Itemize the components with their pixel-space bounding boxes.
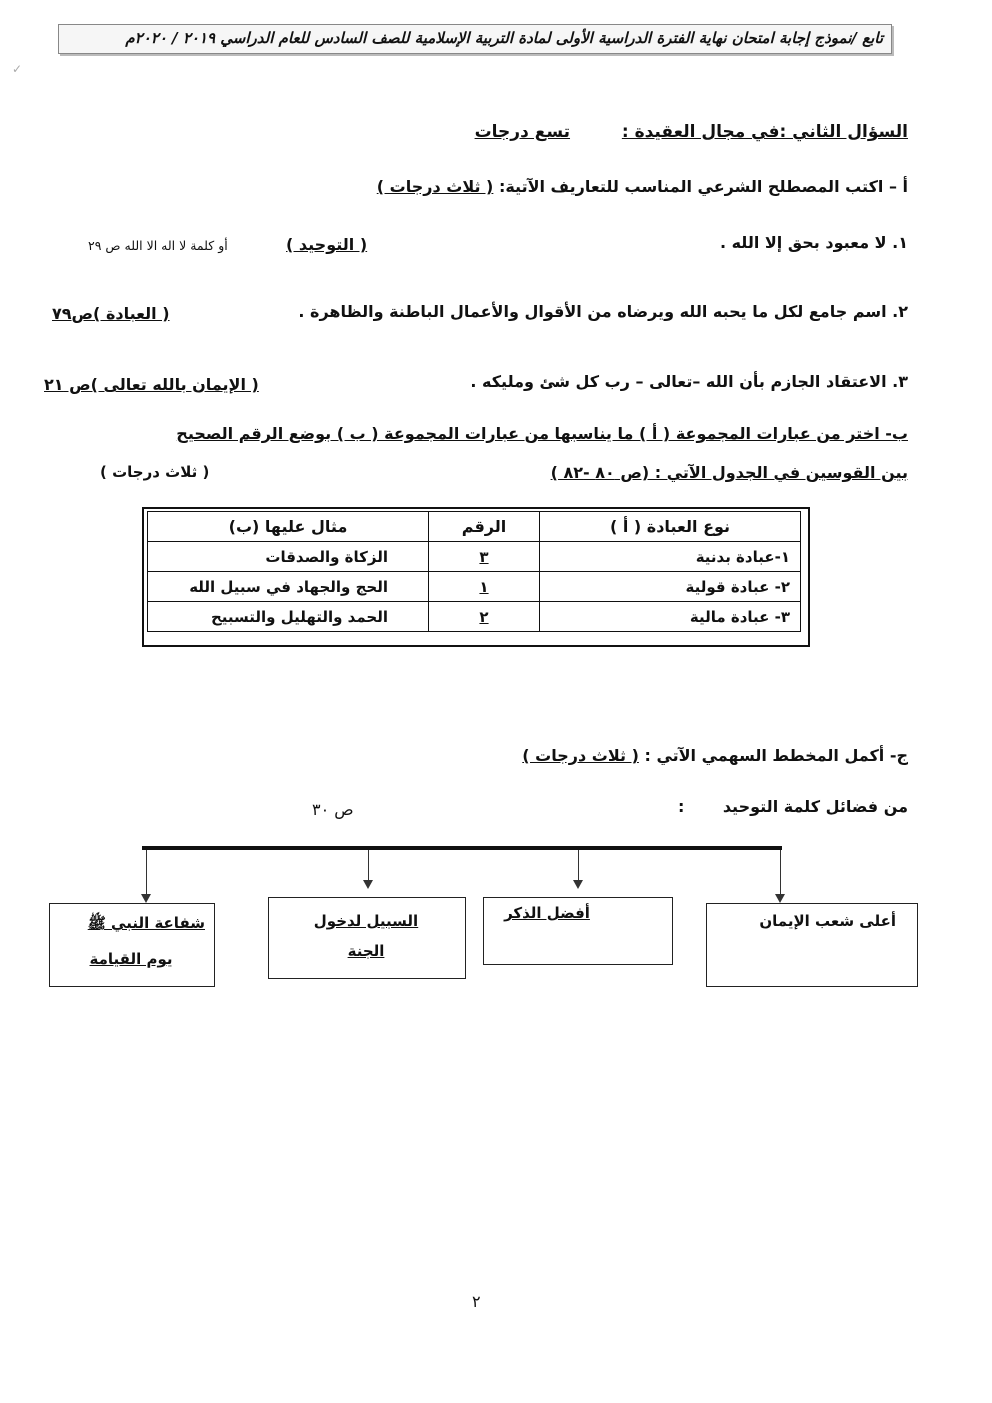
arrow-head-4: [141, 894, 151, 903]
part-b-line-2: بين القوسين في الجدول الآتي : (ص ٨٠ -٨٢ ): [550, 463, 908, 482]
diagram-box-4-line-1: شفاعة النبي ﷺ: [87, 914, 205, 932]
definition-3: [470, 372, 908, 391]
diagram-root-label: من فضائل كلمة التوحيد: [722, 797, 908, 816]
definition-1-text: لا معبود بحق إلا الله .: [719, 233, 887, 252]
table-row: [148, 542, 801, 572]
header-box: [58, 24, 892, 54]
arrow-line-4: [146, 850, 147, 894]
page-number: ٢: [472, 1292, 481, 1311]
row-3-number: ٢: [479, 607, 489, 626]
arrow-line-3: [368, 850, 369, 880]
row-2-example: الحج والجهاد في سبيل الله: [148, 572, 429, 602]
row-3-example: الحمد والتهليل والتسبيح: [148, 602, 429, 632]
definition-2-text: اسم جامع لكل ما يحبه الله ويرضاه من الأقوال والأعمال الباطنة والظاهرة .: [298, 302, 887, 321]
definition-1-number: ١.: [892, 233, 908, 252]
definition-3-number: ٣.: [892, 372, 908, 391]
arrow-line-1: [780, 850, 781, 894]
part-c-instruction-text: ج- أكمل المخطط السهمي الآتي :: [644, 746, 908, 765]
header-number: الرقم: [429, 512, 540, 542]
arrow-line-2: [578, 850, 579, 880]
pen-mark: ✓: [12, 62, 23, 76]
part-c-instruction: [522, 746, 908, 765]
row-2-number: ١: [479, 577, 489, 596]
diagram-horizontal-line: [142, 846, 782, 850]
diagram-root-colon: :: [678, 797, 685, 816]
table-header-row: [148, 512, 801, 542]
definition-1: [720, 233, 908, 252]
diagram-box-3-line-1: السبيل لدخول: [313, 912, 419, 930]
row-1-type: ١-عبادة بدنية: [540, 542, 801, 572]
row-1-number: ٣: [479, 547, 489, 566]
row-1-example: الزكاة والصدقات: [148, 542, 429, 572]
definition-2-number: ٢.: [892, 302, 908, 321]
part-b-line-1: ب- اختر من عبارات المجموعة ( أ ) ما يناسبها من عبارات المجموعة ( ب ) بوضع الرقم الصحيح: [176, 424, 908, 443]
row-2-type: ٢- عبادة قولية: [540, 572, 801, 602]
diagram-box-2-text: أفضل الذكر: [504, 904, 590, 922]
header-title: تابع /نموذج إجابة امتحان نهاية الفترة الدراسية الأولى لمادة التربية الإسلامية للصف السادس للعام الدراسي ٢٠١٩ / ٢٠٢٠م: [125, 29, 883, 47]
row-3-type: ٣- عبادة مالية: [540, 602, 801, 632]
table-row: [148, 602, 801, 632]
part-b-marks: ( ثلاث درجات ): [100, 463, 210, 481]
table-row: [148, 572, 801, 602]
diagram-page-ref: ص ٣٠: [312, 800, 354, 819]
question-title: [475, 122, 908, 142]
question-marks: تسع درجات: [474, 122, 571, 142]
definition-1-note: أو كلمة لا اله الا الله ص ٢٩: [88, 238, 228, 253]
definition-3-text: الاعتقاد الجازم بأن الله –تعالى – رب كل شئ ومليكه .: [470, 372, 887, 391]
question-title-text: السؤال الثاني :في مجال العقيدة :: [621, 122, 908, 142]
diagram-box-1-text: أعلى شعب الإيمان: [759, 912, 896, 930]
part-a-instruction: [377, 177, 908, 196]
definition-1-answer-text: ( التوحيد ): [286, 235, 368, 254]
diagram-box-3-line-2: الجنة: [347, 942, 385, 960]
header-type: نوع العبادة ( أ ): [540, 512, 801, 542]
definition-2: [298, 302, 908, 321]
arrow-head-1: [775, 894, 785, 903]
part-c-marks: ( ثلاث درجات ): [522, 746, 639, 765]
definition-2-answer: ( العبادة )ص٧٩: [52, 304, 170, 323]
definition-1-answer: [286, 235, 367, 254]
diagram-box-4-line-2: يوم القيامة: [89, 950, 173, 968]
header-example: مثال عليها (ب): [148, 512, 429, 542]
definition-3-answer: ( الإيمان بالله تعالى )ص ٢١: [44, 375, 259, 394]
matching-table: [147, 511, 801, 632]
part-a-instruction-text: أ – اكتب المصطلح الشرعي المناسب للتعاريف الآتية:: [498, 177, 908, 196]
arrow-head-2: [573, 880, 583, 889]
part-a-marks: ( ثلاث درجات ): [376, 177, 494, 196]
arrow-head-3: [363, 880, 373, 889]
